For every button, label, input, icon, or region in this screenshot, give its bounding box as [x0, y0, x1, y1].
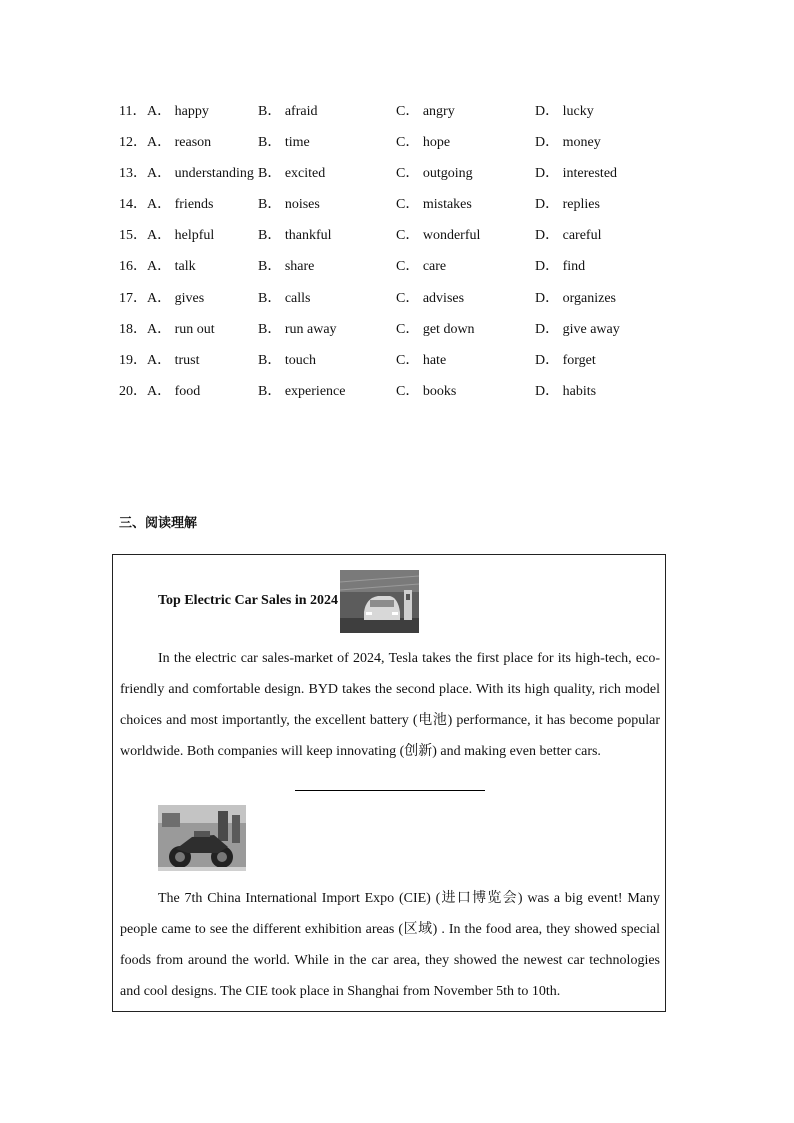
option-d: D． find — [535, 259, 586, 275]
question-row — [119, 101, 679, 132]
question-row — [119, 256, 679, 287]
question-row — [119, 319, 679, 350]
option-c: C． get down — [396, 321, 475, 337]
question-row — [119, 194, 679, 225]
option-d: D． forget — [535, 352, 596, 368]
option-d: D． organizes — [535, 290, 616, 306]
question-number: 19． — [119, 352, 147, 368]
option-d: D． money — [535, 135, 601, 151]
option-c: C． hope — [396, 135, 451, 151]
question-number: 18． — [119, 321, 147, 337]
option-c: C． outgoing — [396, 166, 473, 182]
article-paragraph-1: In the electric car sales-market of 2024, Tesla takes the first place for its high-tech, eco-friendly and comfortable design. BYD takes the second place. With its high quality, rich model choices and most importantly, the excellent battery (电池) performance, it has become popular worldwide. Both companies will keep innovating (创新) and making even better cars. — [120, 651, 660, 759]
question-number: 16． — [119, 259, 147, 275]
option-b: B． excited — [258, 166, 326, 182]
answer-options — [119, 101, 679, 412]
article-title: Top Electric Car Sales in 2024 — [158, 593, 339, 608]
option-b: B． share — [258, 259, 315, 275]
question-number: 11． — [119, 104, 147, 119]
electric-car-photo — [340, 570, 419, 633]
option-a: A． run out — [147, 321, 215, 337]
option-c: C． books — [396, 383, 457, 399]
section-title: 三、阅读理解 — [119, 516, 198, 531]
option-a: A． reason — [147, 135, 212, 151]
question-row — [119, 350, 679, 381]
option-a: A． food — [147, 383, 201, 399]
question-row — [119, 163, 679, 194]
heading-blank-line — [295, 790, 485, 791]
question-row — [119, 132, 679, 163]
question-number: 13． — [119, 166, 147, 182]
option-b: B． calls — [258, 290, 311, 306]
option-c: C． hate — [396, 352, 447, 368]
option-b: B． afraid — [258, 104, 318, 119]
option-b: B． touch — [258, 352, 316, 368]
option-a: A． happy — [147, 104, 209, 119]
question-number: 14． — [119, 197, 147, 213]
option-c: C． advises — [396, 290, 465, 306]
option-b: B． run away — [258, 321, 337, 337]
article-paragraph-2: The 7th China International Import Expo (CIE) (进口博览会) was a big event! Many people came to see the different exhibition areas (区域) . In the food area, they showed special foods from around the world. While in the car area, they showed the newest car technologies and cool designs. The CIE took place in Shanghai from November 5th to 10th. — [120, 891, 660, 999]
option-b: B． thankful — [258, 228, 332, 244]
question-number: 12． — [119, 135, 147, 151]
reading-passage-box — [112, 554, 666, 1012]
question-number: 17． — [119, 290, 147, 306]
option-a: A． gives — [147, 290, 205, 306]
option-a: A． understanding — [147, 166, 254, 182]
option-d: D． careful — [535, 228, 602, 244]
option-a: A． talk — [147, 259, 196, 275]
question-row — [119, 288, 679, 319]
option-d: D． replies — [535, 197, 600, 213]
motorcycle-expo-photo — [158, 805, 246, 871]
option-b: B． time — [258, 135, 310, 151]
option-b: B． noises — [258, 197, 320, 213]
option-d: D． lucky — [535, 104, 594, 119]
option-a: A． helpful — [147, 228, 215, 244]
question-row — [119, 225, 679, 256]
option-c: C． angry — [396, 104, 455, 119]
option-c: C． mistakes — [396, 197, 472, 213]
option-a: A． friends — [147, 197, 214, 213]
option-d: D． habits — [535, 383, 597, 399]
option-b: B． experience — [258, 383, 346, 399]
question-number: 15． — [119, 228, 147, 244]
question-number: 20． — [119, 383, 147, 399]
question-row — [119, 381, 679, 412]
option-c: C． care — [396, 259, 447, 275]
option-a: A． trust — [147, 352, 200, 368]
option-d: D． interested — [535, 166, 618, 182]
option-c: C． wonderful — [396, 228, 481, 244]
option-d: D． give away — [535, 321, 620, 337]
